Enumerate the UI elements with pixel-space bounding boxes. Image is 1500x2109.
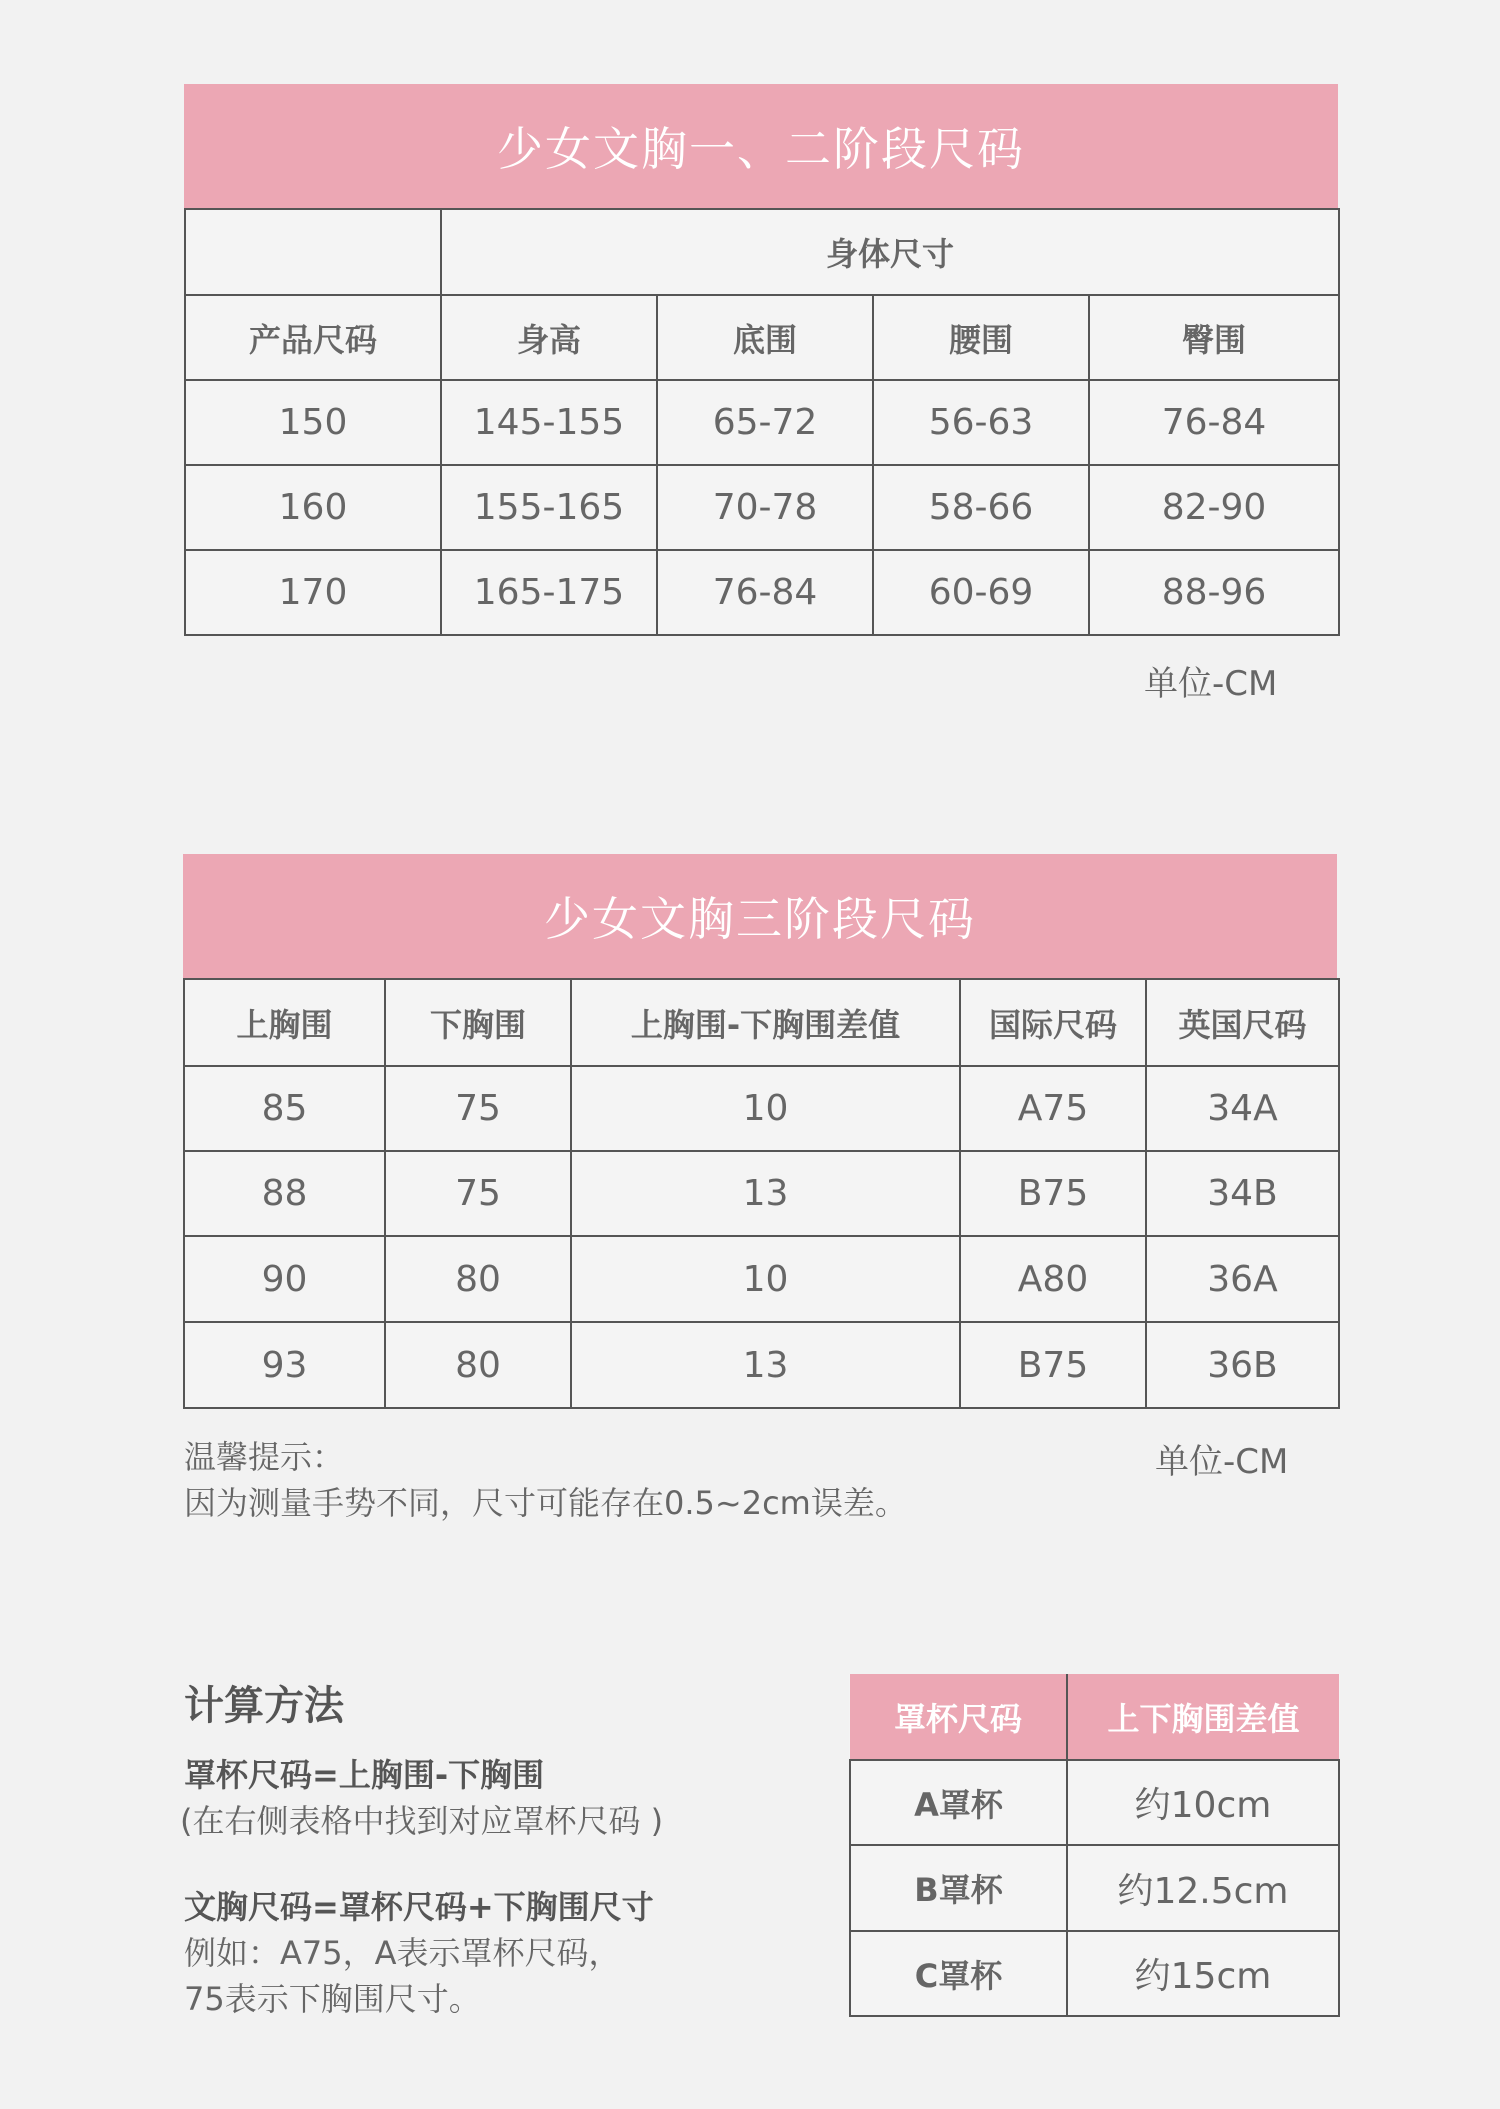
table-cell: 36A (1146, 1236, 1339, 1322)
table2-header-row (184, 979, 1339, 1066)
table-cell: 56-63 (873, 380, 1089, 465)
table-cell: 13 (571, 1151, 960, 1236)
table1-title: 少女文胸一、二阶段尺码 (497, 122, 1025, 176)
table-cell: 82-90 (1089, 465, 1339, 550)
table-cell: 36B (1146, 1322, 1339, 1408)
table2-col-header: 上胸围-下胸围差值 (571, 979, 960, 1066)
table-cell: 93 (184, 1322, 385, 1408)
table-cell: 58-66 (873, 465, 1089, 550)
table-cell: 75 (385, 1151, 571, 1236)
table-row (184, 1236, 1339, 1322)
table1-empty-corner (185, 209, 441, 295)
table-row (850, 1845, 1339, 1931)
table1-col-header: 底围 (657, 295, 873, 380)
table-cell: 10 (571, 1066, 960, 1151)
table2-col-header: 英国尺码 (1146, 979, 1339, 1066)
table-cell: 150 (185, 380, 441, 465)
table-cell: 88-96 (1089, 550, 1339, 635)
table-cell: 约15cm (1067, 1931, 1339, 2016)
cup-header-row (850, 1674, 1339, 1760)
calc-title: 计算方法 (184, 1683, 344, 1729)
table-cell: 65-72 (657, 380, 873, 465)
calc-example-line2: 75表示下胸围尺寸。 (184, 1980, 481, 2018)
tip-text: 因为测量手势不同，尺寸可能存在0.5~2cm误差。 (184, 1484, 907, 1522)
table-row (184, 1322, 1339, 1408)
table-cell: B75 (960, 1322, 1146, 1408)
table2 (183, 978, 1340, 1409)
cup-col-header: 罩杯尺码 (850, 1674, 1067, 1760)
table-row (850, 1760, 1339, 1845)
table-cell: 170 (185, 550, 441, 635)
cup-label-cell: B罩杯 (850, 1845, 1067, 1931)
table-cell: 约12.5cm (1067, 1845, 1339, 1931)
table-cell: 90 (184, 1236, 385, 1322)
table-cell: 34A (1146, 1066, 1339, 1151)
table2-title-banner (183, 854, 1337, 978)
table-cell: 85 (184, 1066, 385, 1151)
table-cell: 88 (184, 1151, 385, 1236)
table1-unit-label: 单位-CM (1144, 664, 1278, 704)
table-cell: 75 (385, 1066, 571, 1151)
table2-col-header: 下胸围 (385, 979, 571, 1066)
table1-col-header: 身高 (441, 295, 657, 380)
table1-group-header: 身体尺寸 (441, 209, 1339, 295)
table-row (185, 380, 1339, 465)
table-cell: 80 (385, 1322, 571, 1408)
table-cell: 80 (385, 1236, 571, 1322)
table-row (185, 465, 1339, 550)
table-cell: 34B (1146, 1151, 1339, 1236)
cup-size-table (849, 1674, 1340, 2017)
table1-group-header-row (185, 209, 1339, 295)
calc-formula1-note: (在右侧表格中找到对应罩杯尺码 ) (180, 1802, 664, 1840)
table-cell: A80 (960, 1236, 1146, 1322)
calc-example-line1: 例如：A75，A表示罩杯尺码， (184, 1934, 621, 1972)
table2-col-header: 上胸围 (184, 979, 385, 1066)
table1-col-header: 臀围 (1089, 295, 1339, 380)
table-row (185, 550, 1339, 635)
table-row (850, 1931, 1339, 2016)
table-row (184, 1151, 1339, 1236)
table-cell: 155-165 (441, 465, 657, 550)
table-cell: 10 (571, 1236, 960, 1322)
table1 (184, 208, 1340, 636)
calc-formula1: 罩杯尺码=上胸围-下胸围 (184, 1756, 545, 1794)
calc-formula2: 文胸尺码=罩杯尺码+下胸围尺寸 (184, 1888, 654, 1926)
tip-label: 温馨提示： (184, 1438, 345, 1476)
table-cell: B75 (960, 1151, 1146, 1236)
table-cell: 76-84 (1089, 380, 1339, 465)
cup-col-header: 上下胸围差值 (1067, 1674, 1339, 1760)
table-row (184, 1066, 1339, 1151)
table2-title: 少女文胸三阶段尺码 (544, 892, 976, 946)
table-cell: 13 (571, 1322, 960, 1408)
table-cell: 约10cm (1067, 1760, 1339, 1845)
table-cell: 70-78 (657, 465, 873, 550)
table-cell: A75 (960, 1066, 1146, 1151)
table1-title-banner (184, 84, 1338, 208)
table-cell: 60-69 (873, 550, 1089, 635)
table1-header-row (185, 295, 1339, 380)
table-cell: 76-84 (657, 550, 873, 635)
table-cell: 160 (185, 465, 441, 550)
cup-label-cell: A罩杯 (850, 1760, 1067, 1845)
table2-col-header: 国际尺码 (960, 979, 1146, 1066)
table-cell: 145-155 (441, 380, 657, 465)
table2-unit-label: 单位-CM (1155, 1442, 1289, 1482)
table1-col-header: 产品尺码 (185, 295, 441, 380)
table-cell: 165-175 (441, 550, 657, 635)
cup-label-cell: C罩杯 (850, 1931, 1067, 2016)
table1-col-header: 腰围 (873, 295, 1089, 380)
